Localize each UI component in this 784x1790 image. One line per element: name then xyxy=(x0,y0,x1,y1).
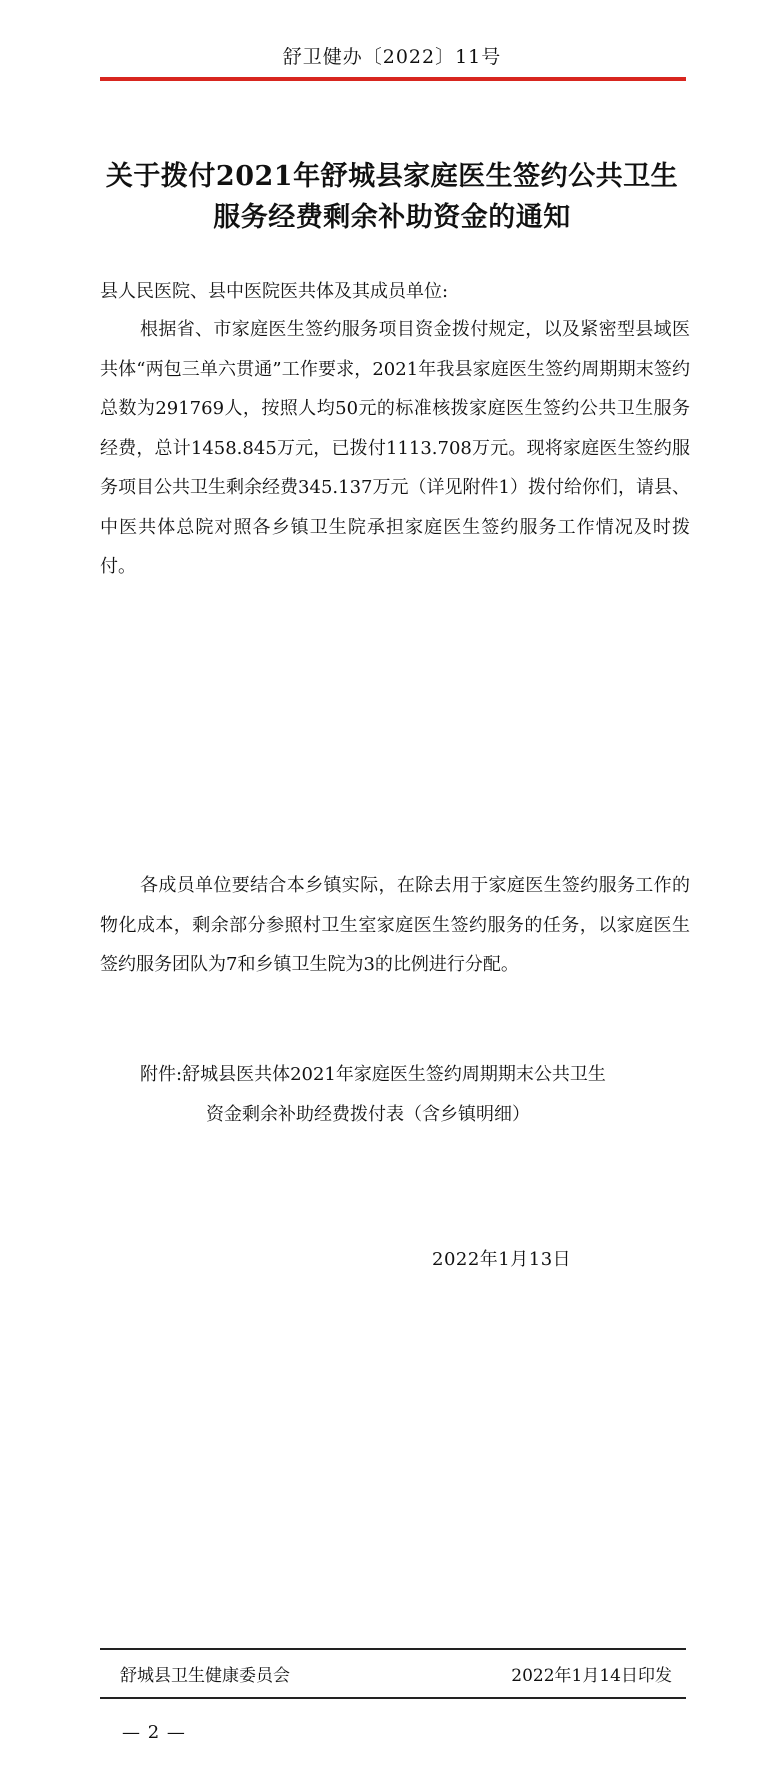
attachment-label: 附件: xyxy=(140,1064,183,1085)
footer-print-date: 2022年1月14日印发 xyxy=(511,1666,672,1686)
document-number: 舒卫健办〔2022〕11号 xyxy=(282,46,502,68)
red-header-rule xyxy=(100,77,686,81)
signature-date: 2022年1月13日 xyxy=(432,1249,572,1270)
salutation: 县人民医院、县中医院医共体及其成员单位: xyxy=(100,281,449,302)
body-paragraph-2: 各成员单位要结合本乡镇实际，在除去用于家庭医生签约服务工作的物化成本，剩余部分参照村卫生室家庭医生签约服务的任务，以家庭医生签约服务团队为7和乡镇卫生院为3的比例进行分配。 xyxy=(100,875,690,975)
attachment-line-2: 资金剩余补助经费拨付表（含乡镇明细） xyxy=(206,1104,530,1125)
footer-rule-bottom xyxy=(100,1697,686,1699)
document-title xyxy=(90,156,694,238)
title-line-2: 服务经费剩余补助资金的通知 xyxy=(213,202,571,233)
page-number: — 2 — xyxy=(122,1722,186,1743)
attachment-note xyxy=(140,1055,692,1135)
attachment-line-1: 舒城县医共体2021年家庭医生签约周期期末公共卫生 xyxy=(182,1064,606,1085)
footer-rule-top xyxy=(100,1648,686,1650)
body-paragraph-1: 根据省、市家庭医生签约服务项目资金拨付规定，以及紧密型县域医共体“两包三单六贯通”工作要求，2021年我县家庭医生签约周期期末签约总数为291769人，按照人均50元的标准核拨家庭医生签约公共卫生服务经费，总计1458.845万元，已拨付1113.708万元。现将家庭医生签约服务项目公共卫生剩余经费345.137万元（详见附件1）拨付给你们，请县、中医共体总院对照各乡镇卫生院承担家庭医生签约服务工作情况及时拨付。 xyxy=(100,319,690,577)
footer-issuing-org: 舒城县卫生健康委员会 xyxy=(120,1666,290,1686)
title-line-1: 关于拨付2021年舒城县家庭医生签约公共卫生 xyxy=(105,161,679,192)
